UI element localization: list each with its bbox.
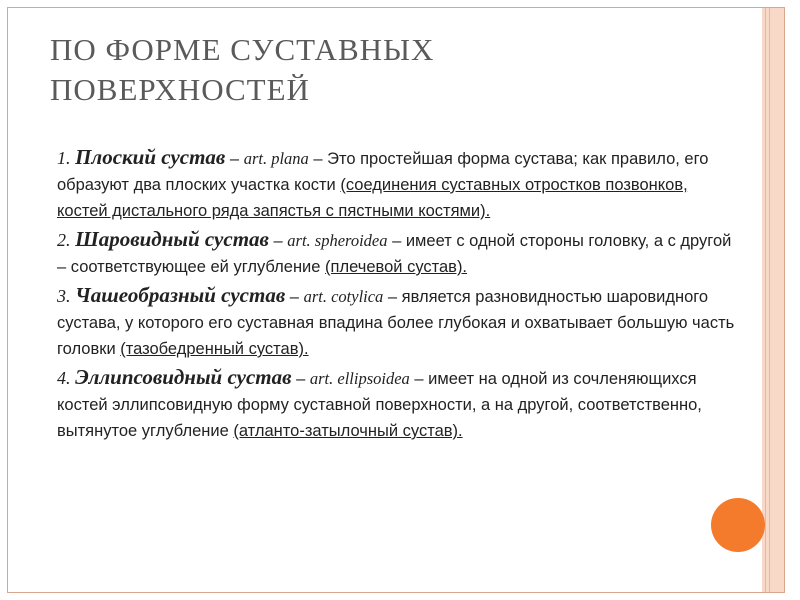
slide-title-line-1: ПО ФОРМЕ СУСТАВНЫХ [50,32,435,67]
item-description: – имеет на одной из сочленяющихся костей эллипсовидную форму суставной поверхности, а на другой, соответственно, вытянутое углубление [57,370,702,440]
item-example: (соединения суставных отростков позвонков, костей дистального ряда запястья с пястными костями). [57,176,688,220]
item-term: Плоский сустав [75,145,226,169]
item-example: (тазобедренный сустав). [120,340,309,358]
item-example: (атланто-затылочный сустав). [233,422,463,440]
item-number: 1. [57,148,71,168]
item-dash: – [225,150,244,168]
item-term: Шаровидный сустав [75,227,269,251]
item-latin-name: art. plana [243,149,309,168]
slide-body [57,144,737,446]
item-dash: – [291,370,310,388]
item-latin-name: art. cotylica [303,287,384,306]
item-description: – Это простейшая форма сустава; как правило, его образуют два плоских участка кости [57,150,709,194]
list-item-cup-joint [57,282,737,362]
list-item-flat-joint [57,144,737,224]
slide-title [50,30,690,110]
item-description: – является разновидностью шаровидного сустава, у которого его суставная впадина более глубокая и охватывает большую часть головки [57,288,735,358]
item-number: 3. [57,286,71,306]
slide-title-line-2: ПОВЕРХНОСТЕЙ [50,72,310,107]
item-dash: – [285,288,304,306]
decorative-side-band [762,8,784,592]
item-latin-name: art. spheroidea [287,231,388,250]
list-item-spheroid-joint [57,226,737,280]
accent-circle [711,498,765,552]
item-term: Эллипсовидный сустав [75,365,292,389]
item-description: – имеет с одной стороны головку, а с другой – соответствующее ей углубление [57,232,732,276]
item-term: Чашеобразный сустав [75,283,286,307]
item-example: (плечевой сустав). [325,258,468,276]
item-dash: – [268,232,288,250]
item-number: 4. [57,368,71,388]
item-latin-name: art. ellipsoidea [309,369,410,388]
list-item-ellipsoid-joint [57,364,737,444]
item-number: 2. [57,230,71,250]
